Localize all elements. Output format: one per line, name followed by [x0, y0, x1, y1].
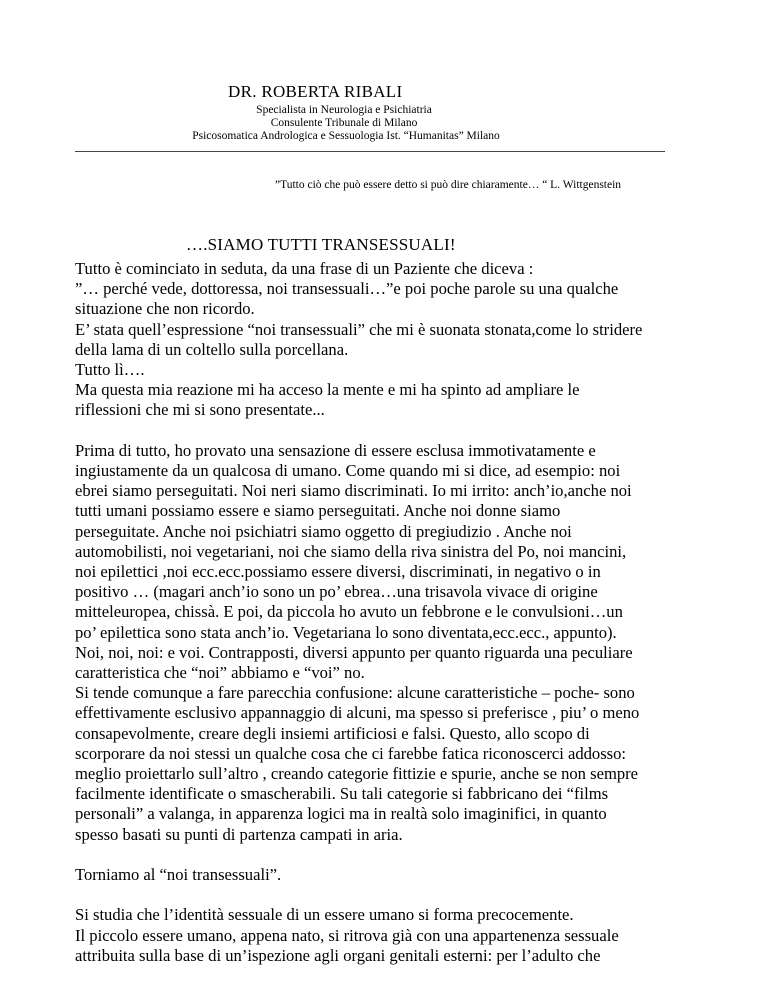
- paragraph-line: facilmente identificate o smascherabili. Su tali categorie si fabbricano dei “films: [75, 784, 609, 804]
- letterhead-specialty: Specialista in Neurologia e Psichiatria: [256, 104, 432, 116]
- paragraph-line: situazione che non ricordo.: [75, 299, 255, 319]
- doctor-name: DR. ROBERTA RIBALI: [228, 82, 403, 101]
- paragraph-line: mitteleuropea, chissà. E poi, da piccola ho avuto un febbrone e le convulsioni…un: [75, 602, 623, 622]
- paragraph-line: ebrei siamo perseguitati. Noi neri siamo discriminati. Io mi irrito: anch’io,anche noi: [75, 481, 632, 501]
- paragraph-line: consapevolmente, creare degli insiemi artificiosi e falsi. Questo, allo scopo di: [75, 723, 590, 743]
- paragraph: [75, 259, 715, 421]
- paragraph-line: Noi, noi, noi: e voi. Contrapposti, diversi appunto per quanto riguarda una peculiare: [75, 642, 633, 662]
- paragraph: [75, 441, 715, 845]
- paragraph-line: riflessioni che mi si sono presentate...: [75, 400, 325, 420]
- header-divider: [75, 151, 665, 152]
- paragraph-line: Prima di tutto, ho provato una sensazione di essere esclusa immotivatamente e: [75, 440, 596, 460]
- article-body: [75, 259, 715, 986]
- paragraph-line: effettivamente esclusivo appannaggio di alcuni, ma spesso si preferisce , piu’ o meno: [75, 703, 640, 723]
- paragraph: [75, 905, 715, 966]
- paragraph-line: scorporare da noi stessi un qualche cosa che ci farebbe fatica riconoscerci addosso:: [75, 743, 627, 763]
- paragraph-line: positivo … (magari anch’io sono un po’ ebrea…una trisavola vivace di origine: [75, 582, 598, 602]
- paragraph-line: attribuita sulla base di un’ispezione agli organi genitali esterni: per l’adulto che: [75, 945, 601, 965]
- article-title: ….SIAMO TUTTI TRANSESSUALI!: [186, 235, 456, 254]
- paragraph-line: Tutto è cominciato in seduta, da una frase di un Paziente che diceva :: [75, 259, 534, 278]
- paragraph-line: po’ epilettica sono stata anch’io. Vegetariana lo sono diventata,ecc.ecc., appunto).: [75, 622, 617, 642]
- paragraph-line: Torniamo al “noi transessuali”.: [75, 865, 282, 885]
- paragraph-line: perseguitate. Anche noi psichiatri siamo oggetto di pregiudizio . Anche noi: [75, 521, 572, 541]
- paragraph-line: della lama di un coltello sulla porcellana.: [75, 339, 349, 359]
- paragraph-line: tutti umani possiamo essere e siamo perseguitati. Anche noi donne siamo: [75, 501, 561, 521]
- paragraph-line: Si tende comunque a fare parecchia confusione: alcune caratteristiche – poche- sono: [75, 683, 635, 703]
- paragraph-line: Tutto lì….: [75, 360, 145, 380]
- epigraph-quote: ”Tutto ciò che può essere detto si può dire chiaramente… “ L. Wittgenstein: [275, 179, 622, 191]
- paragraph-line: noi epilettici ,noi ecc.ecc.possiamo essere diversi, discriminati, in negativo o in: [75, 562, 601, 582]
- paragraph-line: meglio proiettarlo sull’altro , creando categorie fittizie e spurie, anche se non sempre: [75, 764, 639, 784]
- paragraph-line: spesso basati su punti di partenza campati in aria.: [75, 824, 403, 844]
- letterhead-institute: Psicosomatica Andrologica e Sessuologia Ist. “Humanitas” Milano: [192, 130, 500, 142]
- paragraph-line: caratteristica che “noi” abbiamo e “voi” no.: [75, 663, 365, 683]
- paragraph-line: Ma questa mia reazione mi ha acceso la mente e mi ha spinto ad ampliare le: [75, 380, 580, 400]
- paragraph-line: Si studia che l’identità sessuale di un essere umano si forma precocemente.: [75, 905, 574, 925]
- paragraph-line: ”… perché vede, dottoressa, noi transessuali…”e poi poche parole su una qualche: [75, 279, 619, 299]
- letterhead-court-consultant: Consulente Tribunale di Milano: [270, 117, 418, 129]
- paragraph-line: personali” a valanga, in apparenza logici ma in realtà solo imaginifici, in quanto: [75, 804, 607, 824]
- paragraph: [75, 865, 715, 885]
- paragraph-line: automobilisti, noi vegetariani, noi che siamo della riva sinistra del Po, noi mancini,: [75, 541, 627, 561]
- paragraph-line: ingiustamente da un qualcosa di umano. Come quando mi si dice, ad esempio: noi: [75, 461, 621, 481]
- paragraph-line: Il piccolo essere umano, appena nato, si ritrova già con una appartenenza sessuale: [75, 925, 619, 945]
- paragraph-line: E’ stata quell’espressione “noi transessuali” che mi è suonata stonata,come lo stridere: [75, 319, 643, 339]
